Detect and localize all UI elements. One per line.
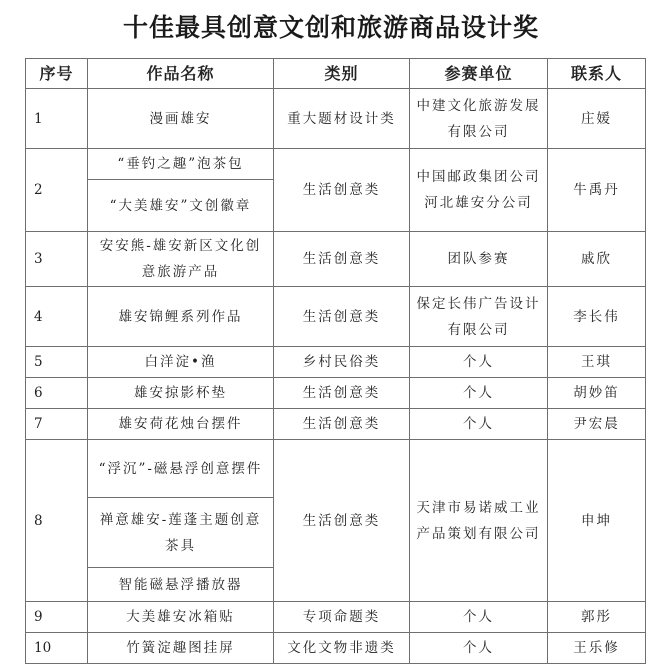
row-number: 6 (26, 378, 88, 409)
contact-person: 庄媛 (548, 89, 646, 149)
table-row (26, 378, 646, 409)
work-name: “浮沉”-磁悬浮创意摆件 (88, 440, 274, 498)
work-name: 雄安锦鲤系列作品 (88, 287, 274, 347)
row-number: 1 (26, 89, 88, 149)
table-row (26, 602, 646, 633)
participant-unit: 天津市易诺威工业产品策划有限公司 (410, 440, 548, 602)
work-name: 白洋淀•渔 (88, 347, 274, 378)
participant-unit: 个人 (410, 633, 548, 664)
row-number: 2 (26, 149, 88, 232)
category: 生活创意类 (274, 440, 410, 602)
participant-unit: 团队参赛 (410, 232, 548, 287)
work-name: 漫画雄安 (88, 89, 274, 149)
work-name: 竹簧淀趣图挂屏 (88, 633, 274, 664)
table-row (26, 232, 646, 287)
work-name: 雄安掠影杯垫 (88, 378, 274, 409)
table-row (26, 287, 646, 347)
awards-table (25, 58, 646, 664)
participant-unit: 个人 (410, 602, 548, 633)
contact-person: 胡妙笛 (548, 378, 646, 409)
contact-person: 王乐修 (548, 633, 646, 664)
work-name: “大美雄安”文创徽章 (88, 180, 274, 232)
category: 专项命题类 (274, 602, 410, 633)
header-number: 序号 (26, 59, 88, 89)
category: 重大题材设计类 (274, 89, 410, 149)
document-title: 十佳最具创意文创和旅游商品设计奖 (122, 13, 539, 42)
table-row (26, 89, 646, 149)
participant-unit: 个人 (410, 378, 548, 409)
work-name: 雄安荷花烛台摆件 (88, 409, 274, 440)
contact-person: 戚欣 (548, 232, 646, 287)
row-number: 5 (26, 347, 88, 378)
contact-person: 申坤 (548, 440, 646, 602)
category: 生活创意类 (274, 378, 410, 409)
work-name: “垂钓之趣”泡茶包 (88, 149, 274, 180)
category: 生活创意类 (274, 149, 410, 232)
category: 文化文物非遗类 (274, 633, 410, 664)
work-name: 大美雄安冰箱贴 (88, 602, 274, 633)
row-number: 7 (26, 409, 88, 440)
row-number: 9 (26, 602, 88, 633)
category: 生活创意类 (274, 287, 410, 347)
contact-person: 尹宏晨 (548, 409, 646, 440)
participant-unit: 保定长伟广告设计有限公司 (410, 287, 548, 347)
participant-unit: 个人 (410, 347, 548, 378)
header-work-name: 作品名称 (88, 59, 274, 89)
category: 生活创意类 (274, 232, 410, 287)
participant-unit: 个人 (410, 409, 548, 440)
table-row (26, 347, 646, 378)
table-row (26, 149, 646, 180)
work-name: 安安熊-雄安新区文化创意旅游产品 (88, 232, 274, 287)
row-number: 4 (26, 287, 88, 347)
contact-person: 王琪 (548, 347, 646, 378)
row-number: 8 (26, 440, 88, 602)
work-name: 智能磁悬浮播放器 (88, 568, 274, 602)
table-row (26, 440, 646, 498)
table-header-row (26, 59, 646, 89)
table-row (26, 409, 646, 440)
category: 生活创意类 (274, 409, 410, 440)
header-unit: 参赛单位 (410, 59, 548, 89)
header-category: 类别 (274, 59, 410, 89)
header-contact: 联系人 (548, 59, 646, 89)
participant-unit: 中建文化旅游发展有限公司 (410, 89, 548, 149)
participant-unit: 中国邮政集团公司河北雄安分公司 (410, 149, 548, 232)
contact-person: 牛禹丹 (548, 149, 646, 232)
work-name: 禅意雄安-莲蓬主题创意茶具 (88, 498, 274, 568)
contact-person: 李长伟 (548, 287, 646, 347)
row-number: 10 (26, 633, 88, 664)
contact-person: 郭彤 (548, 602, 646, 633)
category: 乡村民俗类 (274, 347, 410, 378)
row-number: 3 (26, 232, 88, 287)
table-row (26, 633, 646, 664)
